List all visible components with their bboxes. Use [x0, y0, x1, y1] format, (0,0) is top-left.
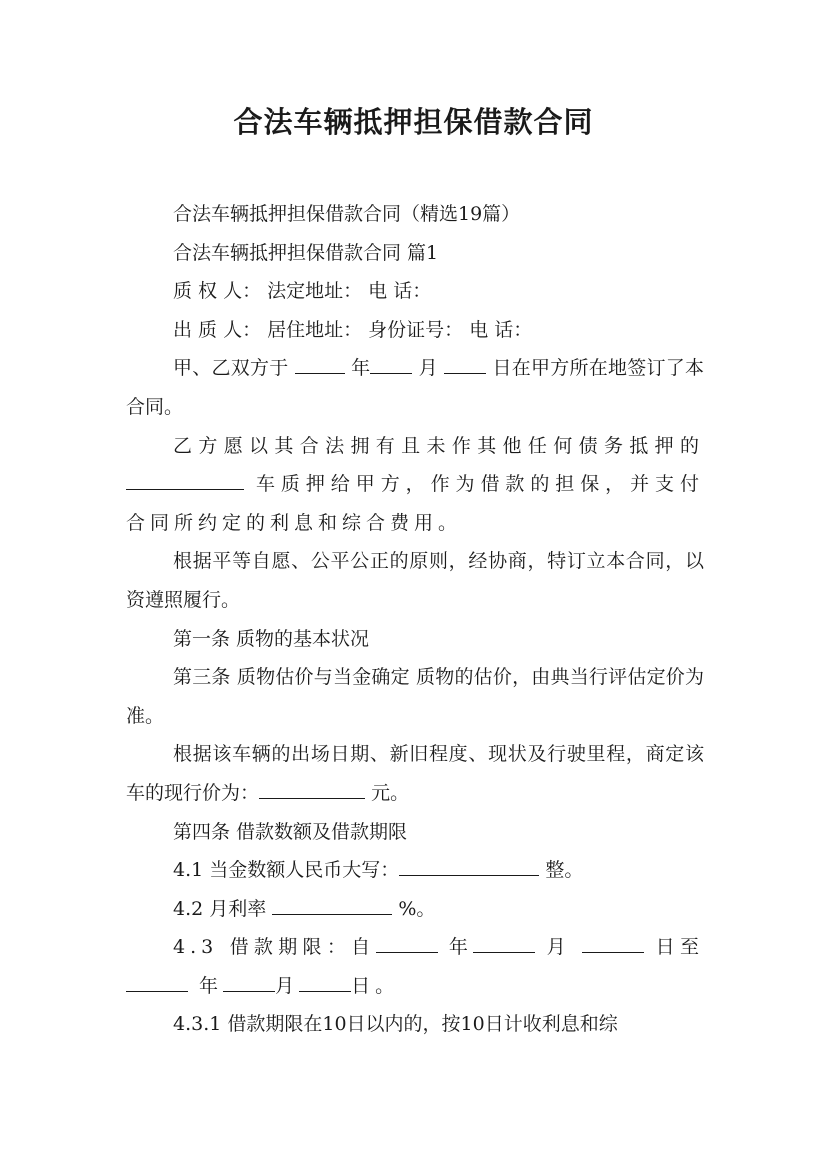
valuation-suffix: 元。	[371, 781, 410, 804]
blank-amount	[399, 857, 539, 876]
pledgor-line: 出 质 人： 居住地址： 身份证号： 电 话：	[173, 318, 533, 341]
item-4-2	[126, 890, 704, 929]
document-subtitle: 合法车辆抵押担保借款合同（精选19篇）	[173, 203, 521, 225]
document-body	[126, 195, 704, 1044]
article-3: 第三条 质物估价与当金确定 质物的估价，由典当行评估定价为准。	[126, 666, 704, 727]
item-4-1	[126, 851, 704, 890]
item-4-3-year: 年	[448, 936, 474, 959]
item-4-3-year2: 年	[199, 974, 224, 997]
signing-prefix: 甲、乙双方于	[173, 357, 289, 380]
item-4-3-day-to: 日至	[655, 936, 704, 959]
blank-end-year	[126, 973, 188, 992]
principle-clause: 根据平等自愿、公平公正的原则，经协商，特订立本合同，以资遵照履行。	[126, 550, 704, 611]
item-4-3-day2: 日。	[351, 974, 400, 997]
blank-start-year	[376, 934, 438, 953]
pledge-clause-prefix: 乙方愿以其合法拥有且未作其他任何债务抵押的	[173, 434, 704, 457]
blank-month	[370, 355, 412, 374]
signing-day-suffix: 日在甲方所在地签订了本合同。	[126, 357, 704, 418]
section-heading: 合法车辆抵押担保借款合同 篇1	[173, 241, 439, 264]
blank-start-day	[582, 934, 644, 953]
item-4-3-prefix: 4.3 借款期限：自	[173, 936, 376, 959]
item-4-3-1: 4.3.1 借款期限在10日以内的，按10日计收利息和综	[173, 1013, 618, 1036]
blank-day	[444, 355, 486, 374]
blank-value	[259, 780, 365, 799]
pledge-clause-suffix: 车质押给甲方，作为借款的担保，并支付合同所约定的利息和综合费用。	[126, 473, 704, 534]
article-1: 第一条 质物的基本状况	[173, 627, 370, 650]
item-4-2-prefix: 4.2 月利率	[173, 897, 267, 920]
document-title: 合法车辆抵押担保借款合同	[233, 105, 594, 139]
item-4-2-suffix: %。	[398, 897, 436, 920]
blank-end-day	[299, 973, 351, 992]
item-4-1-suffix: 整。	[545, 859, 584, 882]
item-4-3-month: 月	[546, 936, 571, 959]
blank-vehicle	[126, 471, 244, 490]
valuation-paragraph	[126, 735, 704, 812]
pledge-clause	[126, 427, 704, 543]
signing-paragraph	[126, 349, 704, 426]
blank-end-month	[223, 973, 275, 992]
item-4-3	[126, 928, 704, 1005]
pledgee-line: 质 权 人： 法定地址： 电 话：	[173, 280, 432, 303]
signing-month: 月	[418, 357, 438, 380]
item-4-3-month2: 月	[275, 974, 300, 997]
article-4: 第四条 借款数额及借款期限	[173, 820, 408, 843]
blank-start-month	[473, 934, 535, 953]
item-4-1-prefix: 4.1 当金数额人民币大写：	[173, 859, 400, 882]
blank-rate	[272, 896, 392, 915]
valuation-prefix: 根据该车辆的出场日期、新旧程度、现状及行驶里程，商定该车的现行价为：	[126, 743, 704, 804]
signing-year: 年	[351, 357, 371, 380]
blank-year	[295, 355, 345, 374]
